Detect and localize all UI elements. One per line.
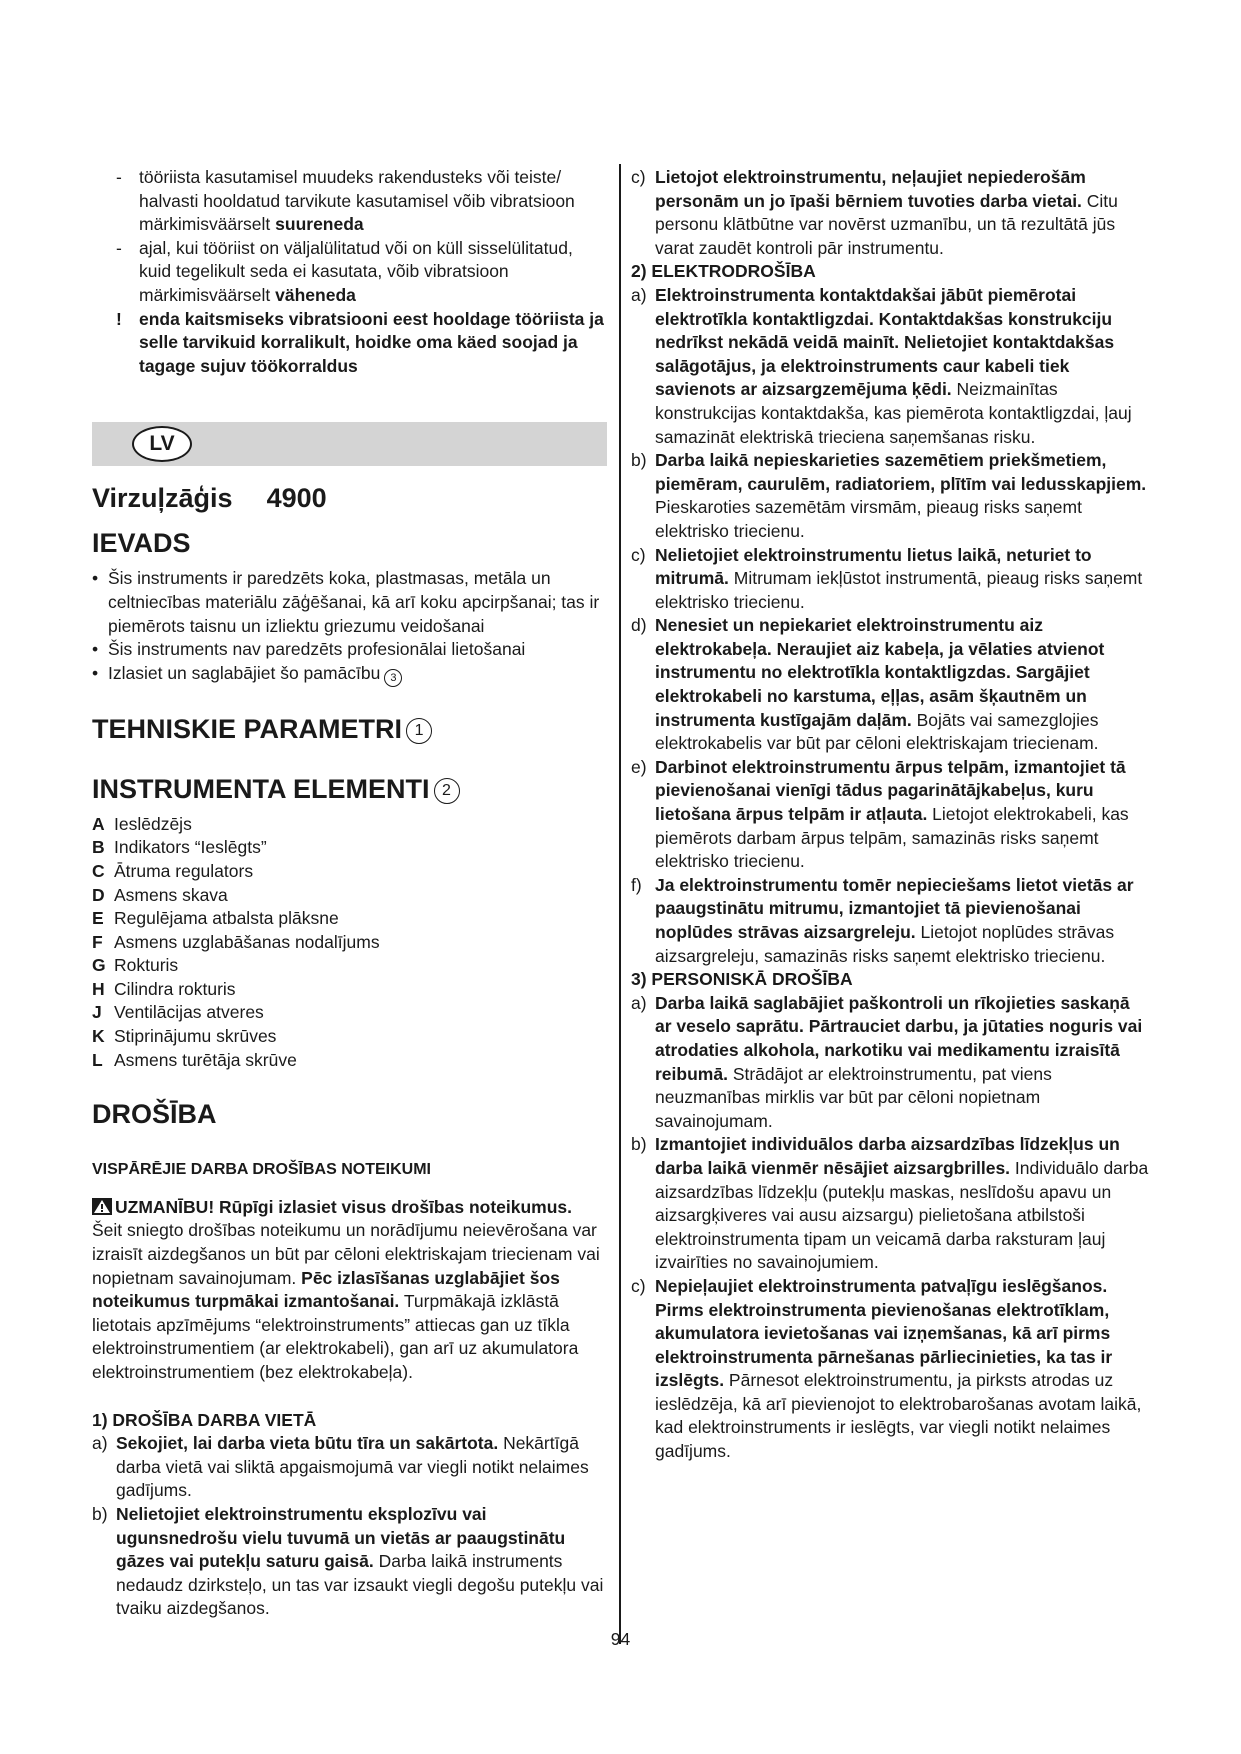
left-column <box>92 166 607 1621</box>
rule-item: b) Izmantojiet individuālos darba aizsardzības līdzekļus un darba laikā vienmēr nēsājiet aizsargbrilles. Individuālo darba aizsardzības līdzekļu (putekļu maskas, neslīdošu apavu un aizsargķiveres vai ausu aizsargu) pielietošana atbilstoši elektroinstrumenta tipam un veicamā darba raksturam ļauj izvairīties no savainojumiem. <box>631 1134 1149 1273</box>
rule-item: c) Nepieļaujiet elektroinstrumenta patvaļīgu ieslēgšanos. Pirms elektroinstrumenta pievienošanas elektrotīklam, akumulatora ievietošanas vai izņemšanas, kā arī pirms elektroinstrumenta pārnešanas pārliecinieties, ka tas ir izslēgts. Pārnesot elektroinstrumentu, ja pirksts atrodas uz ieslēdzēja, kā arī pievienojot to elektrobarošanas avotam laikā, kad elektroinstruments ir ieslēgts, var viegli notikt nelaimes gadījums. <box>631 1275 1142 1462</box>
intro-bullet: • Šis instruments nav paredzēts profesionālai lietošanai <box>92 639 526 660</box>
part-item: E Regulējama atbalsta plāksne <box>92 908 339 929</box>
part-item: G Rokturis <box>92 955 179 976</box>
intro-bullet: • Izlasiet un saglabājiet šo pamācību 3 <box>92 662 607 687</box>
rule-item: a) Darba laikā saglabājiet paškontroli un rīkojieties saskaņā ar veselo saprātu. Pārtrauciet darbu, ja jūtaties noguris vai atrodaties alkohola, narkotiku vai medikamentu izraisītā reibumā. Strādājot ar elektroinstrumentu, pat viens neuzmanības mirklis var būt par cēloni nopietnam savainojumam. <box>631 992 1143 1131</box>
tech-heading: TEHNISKIE PARAMETRI 1 <box>92 711 607 747</box>
et-note: ! enda kaitsmiseks vibratsiooni eest hooldage tööriista ja selle tarvikuid korralikult, hoidke oma käed soojad ja tagage sujuv töökorraldus <box>116 308 604 376</box>
rule-item: d) Nenesiet un nepiekariet elektroinstrumentu aiz elektrokabeļa. Neraujiet aiz kabeļa, ja vēlaties atvienot instrumentu no elektrotīkla kontaktligzdas. Sargājiet elektrokabeli no karstuma, eļļas, asām šķautnēm un instrumenta kustīgajām daļām. Bojāts vai samezglojies elektrokabelis var būt par cēloni elektriskajam triecienam. <box>631 615 1105 754</box>
part-item: H Cilindra rokturis <box>92 978 236 999</box>
section-3-title: 3) PERSONISKĀ DROŠĪBA <box>631 969 853 990</box>
part-item: F Asmens uzglabāšanas nodalījums <box>92 931 380 952</box>
product-model: 4900 <box>266 483 327 514</box>
warning-triangle-icon <box>92 1198 112 1215</box>
safety-heading: DROŠĪBA <box>92 1099 217 1130</box>
intro-heading: IEVADS <box>92 528 191 559</box>
rule-item: a) Sekojiet, lai darba vieta būtu tīra un sakārtota. Nekārtīgā darba vietā vai sliktā apgaismojumā var viegli notikt nelaimes gadījums. <box>92 1433 589 1501</box>
rule-item: b) Darba laikā nepieskarieties sazemētiem priekšmetiem, piemēram, caurulēm, radiatoriem, plītīm vai ledusskapjiem. Pieskaroties sazemētām virsmām, pieaug risks saņemt elektrisko triecienu. <box>631 450 1147 541</box>
rule-item: a) Elektroinstrumenta kontaktdakšai jābūt piemērotai elektrotīkla kontaktligzdai. Kontaktdakšas konstrukciju nedrīkst nekādā veidā mainīt. Nelietojiet kontaktdakšas salāgotājus, ja elektroinstruments caur kabeli tiek savienots ar aizsargzemējuma ķēdi. Neizmainītas konstrukcijas kontaktdakša, kas piemērota kontaktligzdai, ļauj samazināt elektriskā trieciena saņemšanas risku. <box>631 284 1132 447</box>
part-item: L Asmens turētāja skrūve <box>92 1049 297 1070</box>
rule-item: c) Lietojot elektroinstrumentu, neļaujiet nepiederošām personām un jo īpaši bērniem tuvoties darba vietai. Citu personu klātbūtne var novērst uzmanību, un tā rezultātā jūs varat zaudēt kontroli pār instrumentu. <box>631 167 1118 258</box>
part-item: K Stiprinājumu skrūves <box>92 1026 277 1047</box>
figure-ref: 3 <box>384 669 402 687</box>
figure-ref: 2 <box>434 778 460 804</box>
page-number: 94 <box>610 1629 631 1649</box>
column-divider <box>619 164 621 1644</box>
figure-ref: 1 <box>406 718 432 744</box>
section-2-title: 2) ELEKTRODROŠĪBA <box>631 261 816 282</box>
part-item: B Indikators “Ieslēgts” <box>92 837 267 858</box>
rule-item: c) Nelietojiet elektroinstrumentu lietus laikā, neturiet to mitrumā. Mitrumam iekļūstot instrumentā, pieaug risks saņemt elektrisko triecienu. <box>631 544 1143 612</box>
part-item: D Asmens skava <box>92 884 228 905</box>
part-item: C Ātruma regulators <box>92 860 254 881</box>
product-name: Virzuļzāģis <box>92 483 233 514</box>
part-item: J Ventilācijas atveres <box>92 1002 264 1023</box>
rule-item: e) Darbinot elektroinstrumentu ārpus telpām, izmantojiet tā pievienošanai vienīgi tādus pagarinātājkabeļus, kuru lietošana ārpus telpām ir atļauta. Lietojot elektrokabeli, kas piemērots darbam ārpus telpām, samazinās risks saņemt elektrisko triecienu. <box>631 756 1129 872</box>
elements-heading: INSTRUMENTA ELEMENTI 2 <box>92 771 607 807</box>
parts-list <box>92 813 607 1073</box>
part-item: A Ieslēdzējs <box>92 813 192 834</box>
right-column <box>631 166 1151 1464</box>
intro-bullet: • Šis instruments ir paredzēts koka, plastmasas, metāla un celtniecības materiālu zāģēšanai, kā arī koku apcirpšanai; tas ir piemērots taisnu un izliektu griezumu veidošanai <box>92 568 600 636</box>
rule-item: f) Ja elektroinstrumentu tomēr nepieciešams lietot vietās ar paaugstinātu mitrumu, izmantojiet tā pievienošanai noplūdes strāvas aizsargreleju. Lietojot noplūdes strāvas aizsargreleju, samazinās risks saņemt elektrisko triecienu. <box>631 874 1134 966</box>
et-dash-1: - tööriista kasutamisel muudeks rakendusteks või teiste/ halvasti hooldatud tarvikute kasutamisel võib vibratsioon märkimisväärselt suureneda <box>116 167 575 235</box>
language-bar <box>92 422 607 466</box>
product-title <box>92 481 607 515</box>
language-badge: LV <box>132 426 192 462</box>
warning-paragraph: UZMANĪBU! Rūpīgi izlasiet visus drošības noteikumus. Šeit sniegto drošības noteikumu un norādījumu neievērošana var izraisīt aizdegšanos un būt par cēloni elektriskajam triecienam vai nopietnam savainojumam. Pēc izlasīšanas uzglabājiet šos noteikumus turpmākai izmantošanai. Turpmākajā izklāstā lietotais apzīmējums “elektroinstruments” attiecas gan uz tīkla elektroinstrumentiem (ar elektrokabeli), gan arī uz akumulatora elektroinstrumentiem (bez elektrokabeļa). <box>92 1196 600 1382</box>
rule-item: b) Nelietojiet elektroinstrumentu eksplozīvu vai ugunsnedrošu vielu tuvumā un vietās ar paaugstinātu gāzes vai putekļu saturu gaisā. Darba laikā instruments nedaudz dzirksteļo, un tas var izsaukt viegli degošu putekļu vai tvaiku aizdegšanos. <box>92 1503 604 1619</box>
section-1-title: 1) DROŠĪBA DARBA VIETĀ <box>92 1409 317 1430</box>
et-dash-2: - ajal, kui tööriist on väljalülitatud või on küll sisselülitatud, kuid tegelikult seda ei kasutata, võib vibratsioon märkimisväärselt väheneda <box>116 237 573 305</box>
safety-subheading: VISPĀRĒJIE DARBA DROŠĪBAS NOTEIKUMI <box>92 1161 431 1179</box>
